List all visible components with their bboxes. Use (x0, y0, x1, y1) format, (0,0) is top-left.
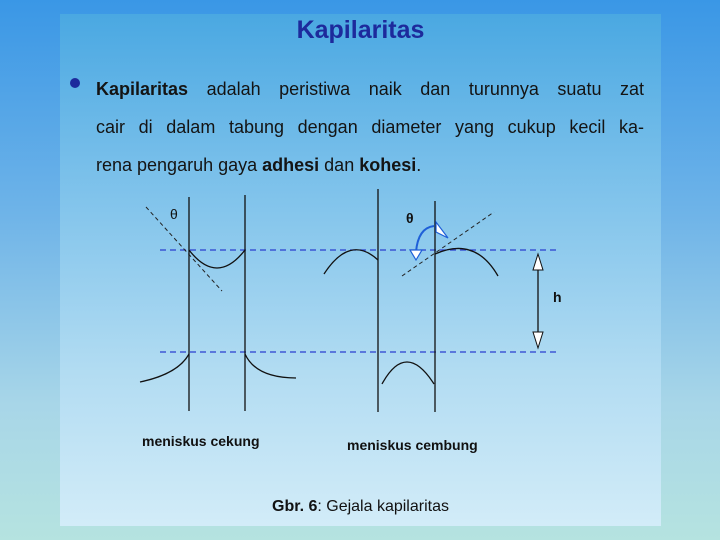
figure-caption (60, 498, 661, 516)
convex-tangent-line (402, 212, 494, 276)
concave-meniscus-curve (189, 250, 245, 268)
term-kohesi: kohesi (359, 155, 417, 175)
convex-angle-arrow (416, 226, 434, 252)
theta-right-label: θ (406, 210, 414, 226)
definition-line-1-rest: adalah peristiwa naik dan turunnya suatu zat (188, 79, 644, 99)
concave-tangent-line (146, 207, 222, 291)
slide-title: Kapilaritas (296, 16, 425, 44)
convex-meniscus-label: meniskus cembung (347, 437, 478, 453)
definition-line-3-pre: rena pengaruh gaya (96, 155, 263, 175)
convex-angle-arrowhead-right (436, 222, 448, 238)
term-kapilaritas: Kapilaritas (96, 79, 189, 99)
caption-text: Gejala kapilaritas (321, 498, 449, 515)
definition-line-2: cair di dalam tabung dengan diameter yang cukup kecil ka- (96, 117, 644, 137)
caption-colon: : (317, 498, 322, 515)
period: . (416, 155, 422, 175)
concave-outer-left-curve (140, 354, 189, 382)
concave-meniscus-label: meniskus cekung (142, 433, 260, 449)
theta-left-label: θ (170, 206, 178, 222)
height-arrow-bottom-head (533, 332, 543, 348)
height-arrow-top-head (533, 254, 543, 270)
term-adhesi: adhesi (262, 155, 320, 175)
slide (60, 14, 661, 526)
convex-outer-right-curve (435, 248, 498, 276)
convex-angle-arrowhead-bottom (410, 250, 422, 260)
word-dan: dan (319, 155, 360, 175)
concave-outer-right-curve (245, 354, 296, 378)
convex-meniscus-curve (382, 362, 434, 384)
height-label: h (553, 289, 562, 305)
convex-outer-left-curve (324, 250, 378, 274)
caption-prefix: Gbr. 6 (272, 498, 318, 515)
